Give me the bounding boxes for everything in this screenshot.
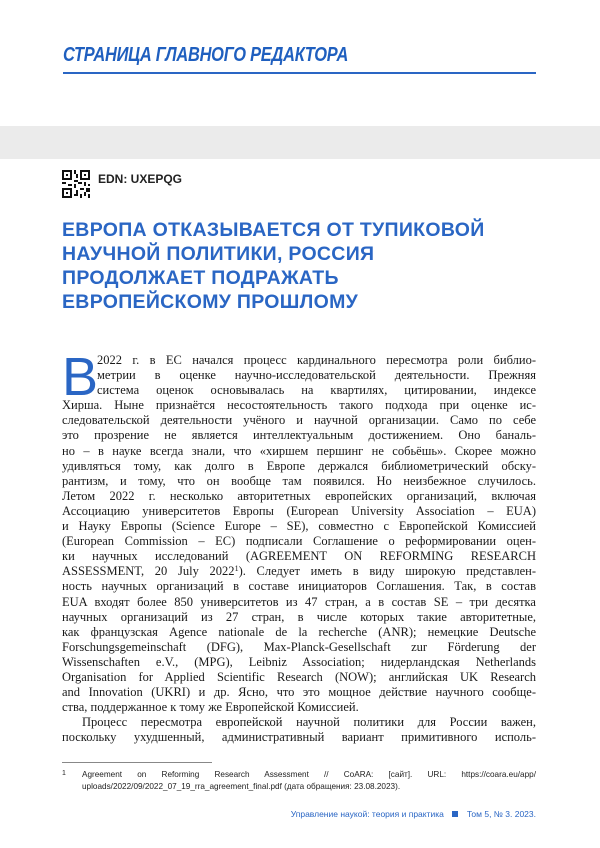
body-line: Процесс пересмотра европейской научной политики для России важен,: [82, 715, 536, 730]
body-line: 2022 г. в ЕС начался процесс кардинального пересмотра роли библио-: [97, 353, 536, 367]
article-title: [62, 218, 552, 314]
body-line: удивляться тому, как долго в Европе держался библиометрический обску-: [62, 458, 536, 473]
footnote: [62, 769, 536, 792]
footnote-rule: [62, 762, 212, 763]
footer-journal: Управление наукой: теория и практика: [290, 809, 444, 819]
body-line: Хирша. Ныне признаётся несостоятельность такого подхода при оценке ис-: [62, 398, 536, 413]
header-rule: [63, 72, 536, 74]
title-line: ПРОДОЛЖАЕТ ПОДРАЖАТЬ: [62, 267, 339, 289]
body-line: Wissenschaften e.V., (MPG), Leibniz Association; нидерландская Netherlands: [62, 654, 536, 669]
title-line: ЕВРОПА ОТКАЗЫВАЕТСЯ ОТ ТУПИКОВОЙ: [62, 219, 485, 241]
body-line: поскольку ухудшенный, административный вариант примитивного исполь-: [62, 730, 536, 745]
body-line-tail: ). Следует иметь в виду широкую представлен-: [238, 564, 537, 579]
body-line: ства, поддержанное к тому же Европейской Комиссией.: [62, 700, 359, 715]
body-line: как французская Agence nationale de la recherche (ANR); немецкие Deutsche: [62, 624, 536, 639]
edn-label: EDN: UXEPQG: [98, 172, 183, 186]
body-line: Forschungsgemeinschaft (DFG), Max-Planck-Gesellschaft zur Förderung der: [62, 639, 536, 654]
body-line: система оценок основывалась на квартилях, цитировании, индексе: [97, 383, 536, 398]
body-line: рантизм, и тому, что он вообще там появился. Но неизбежное случилось.: [62, 473, 536, 488]
body-line: это прозрение не является интеллектуальным достижением. Оно баналь-: [62, 428, 536, 443]
footer-square-icon: [452, 811, 458, 817]
footnote-number: 1: [62, 770, 66, 777]
qr-code-icon: [62, 170, 90, 198]
article-body: [62, 353, 536, 745]
title-line: НАУЧНОЙ ПОЛИТИКИ, РОССИЯ: [62, 243, 375, 265]
body-line: и Науку Европы (Science Europe – SE), совместно с Европейской Комиссией: [62, 519, 536, 534]
body-line: Летом 2022 г. несколько авторитетных европейских организаций, включая: [62, 488, 536, 503]
grey-band: [0, 126, 600, 159]
body-line: ность научных организаций в составе инициаторов Соглашения. Так, в состав: [62, 579, 536, 594]
body-line: метрии в оценке научно-исследовательской деятельности. Прежняя: [97, 368, 536, 383]
body-line: ки научных исследований (AGREEMENT ON REFORMING RESEARCH: [62, 549, 536, 564]
drop-cap: В: [62, 347, 99, 407]
footnote-line: Agreement on Reforming Research Assessment // CoARA: [сайт]. URL: https://coara.eu/app/: [82, 770, 536, 779]
footer-issue: Том 5, № 3. 2023.: [466, 809, 536, 819]
body-line: следовательской деятельности учёного и научной организации. Само по себе: [62, 413, 536, 428]
body-line: но – в науке всегда знали, что «хиршем першинг не собьёшь». Скорее можно: [62, 443, 536, 458]
body-line: [62, 564, 536, 579]
body-line: Ассоциацию университетов Европы (European University Association – EUA): [62, 503, 536, 518]
footnote-line: uploads/2022/09/2022_07_19_rra_agreement_final.pdf (дата обращения: 23.08.2023).: [82, 781, 401, 791]
section-title: СТРАНИЦА ГЛАВНОГО РЕДАКТОРА: [63, 44, 349, 66]
body-line: EUA входят более 850 университетов из 47 стран, а в состав SE – три десятка: [62, 594, 536, 609]
page-footer: [62, 809, 536, 819]
footnote-ref[interactable]: 1: [234, 564, 239, 574]
body-line: научных организаций из 27 стран, в числе которых такие авторитетные,: [62, 609, 536, 624]
body-line-head: ASSESSMENT, 20 July 2022: [62, 564, 235, 579]
body-line: Organisation for Applied Scientific Research (NOW); английская UK Research: [62, 669, 536, 684]
title-line: ЕВРОПЕЙСКОМУ ПРОШЛОМУ: [62, 291, 359, 313]
body-line: and Innovation (UKRI) и др. Ясно, что это мощное действие научного сообще-: [62, 685, 536, 700]
body-line: (European Commission – EC) подписали Соглашение о реформировании оцен-: [62, 534, 536, 549]
